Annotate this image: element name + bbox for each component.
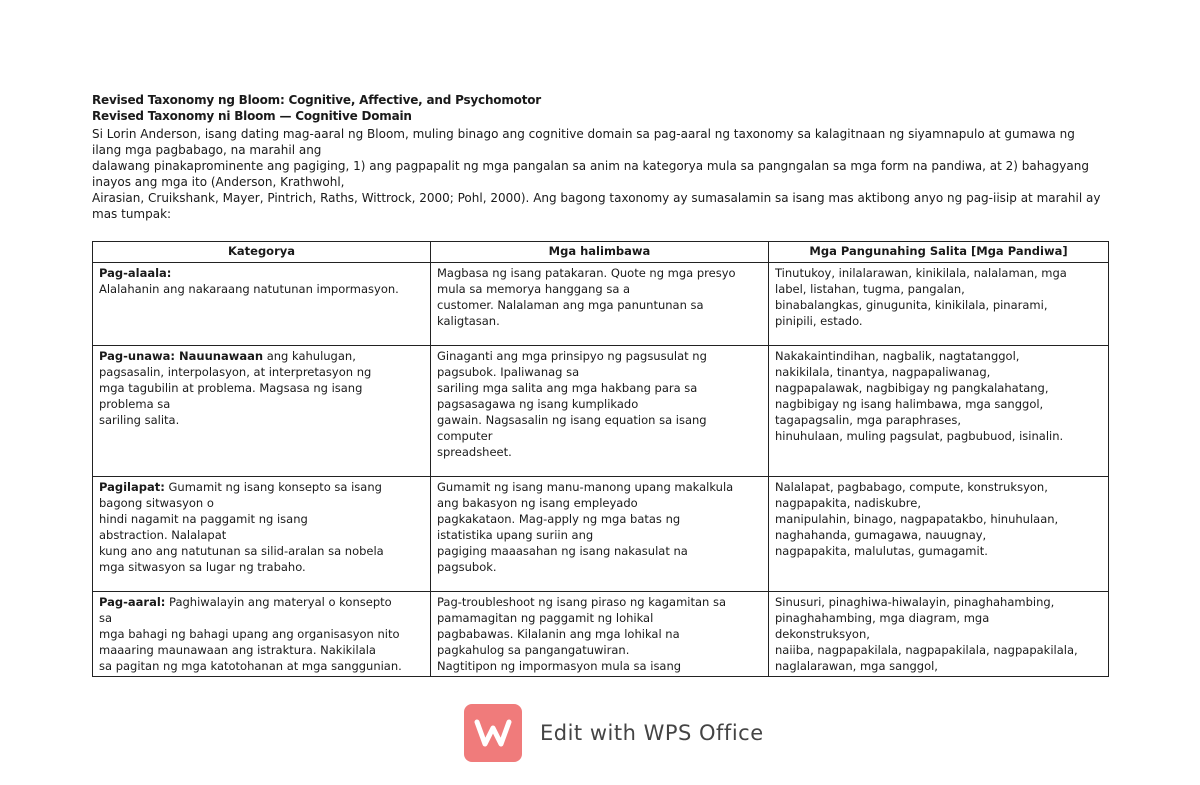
cell-line: nagpapakita, malulutas, gumagamit.	[775, 544, 988, 558]
category-text: Gumamit ng isang konsepto sa isang	[168, 480, 382, 494]
cell-halimbawa	[431, 477, 769, 592]
header-pandiwa: Mga Pangunahing Salita [Mga Pandiwa]	[769, 242, 1109, 263]
cell-line: bagong sitwasyon o	[99, 496, 214, 510]
cell-halimbawa	[431, 263, 769, 346]
wps-watermark-text: Edit with WPS Office	[540, 721, 764, 745]
table-row	[93, 346, 1109, 477]
cell-line: Nalalapat, pagbabago, compute, konstruksyon,	[775, 480, 1048, 494]
table-row	[93, 477, 1109, 592]
cell-line: sariling salita.	[99, 413, 180, 427]
cell-kategorya	[93, 592, 431, 677]
cell-line: Nakakaintindihan, nagbalik, nagtatanggol,	[775, 349, 1020, 363]
table-row	[93, 592, 1109, 677]
cell-line: sa	[99, 611, 113, 625]
cell-line: Nagtitipon ng impormasyon mula sa isang	[437, 659, 682, 673]
cell-line	[99, 265, 424, 281]
cell-line: hindi nagamit na paggamit ng isang	[99, 512, 308, 526]
cell-line: naglalarawan, mga sanggol,	[775, 659, 938, 673]
cell-line: mga sitwasyon sa lugar ng trabaho.	[99, 560, 306, 574]
cell-line: gawain. Nagsasalin ng isang equation sa isang	[437, 413, 707, 427]
cell-line: naiiba, nagpapakilala, nagpapakilala, nagpapakilala,	[775, 643, 1078, 657]
cell-pandiwa	[769, 263, 1109, 346]
cell-line: dekonstruksyon,	[775, 627, 870, 641]
wps-logo-icon	[464, 704, 522, 762]
cell-line: mga tagubilin at problema. Magsasa ng isang	[99, 381, 363, 395]
cell-line: Sinusuri, pinaghiwa-hiwalayin, pinaghahambing,	[775, 595, 1055, 609]
cell-line: sariling mga salita ang mga hakbang para sa	[437, 381, 698, 395]
cell-line: maaaring maunawaan ang istraktura. Nakikilala	[99, 643, 376, 657]
cell-line: istatistika upang suriin ang	[437, 528, 594, 542]
cell-line: nagpapakita, nadiskubre,	[775, 496, 921, 510]
cell-line: tagapagsalin, mga paraphrases,	[775, 413, 961, 427]
cell-line: nagbibigay ng isang halimbawa, mga sanggol,	[775, 397, 1044, 411]
cell-line: pagsubok.	[437, 560, 497, 574]
cell-line: pagbabawas. Kilalanin ang mga lohikal na	[437, 627, 680, 641]
cell-pandiwa	[769, 346, 1109, 477]
cell-kategorya	[93, 263, 431, 346]
cell-line: Gumamit ng isang manu-manong upang makalkula	[437, 480, 734, 494]
header-kategorya: Kategorya	[93, 242, 431, 263]
cell-line	[99, 348, 424, 364]
document-page	[92, 92, 1108, 222]
cell-line: pinaghahambing, mga diagram, mga	[775, 611, 990, 625]
cell-line: pagkahulog sa pangangatuwiran.	[437, 643, 630, 657]
cell-line: pagkakataon. Mag-apply ng mga batas ng	[437, 512, 681, 526]
cell-line: nagpapalawak, nagbibigay ng pangkalahatang,	[775, 381, 1049, 395]
category-name: Pag-aaral:	[99, 595, 166, 609]
cell-line: hinuhulaan, muling pagsulat, pagbubuod, isinalin.	[775, 429, 1064, 443]
header-halimbawa: Mga halimbawa	[431, 242, 769, 263]
cell-line: problema sa	[99, 397, 171, 411]
table-row	[93, 263, 1109, 346]
category-text: Alalahanin ang nakaraang natutunan impormasyon.	[99, 282, 399, 296]
cell-line	[99, 479, 424, 495]
cell-line: pagsasalin, interpolasyon, at interpretasyon ng	[99, 365, 372, 379]
document-title: Revised Taxonomy ng Bloom: Cognitive, Affective, and Psychomotor	[92, 93, 541, 107]
cell-line: Pag-troubleshoot ng isang piraso ng kagamitan sa	[437, 595, 727, 609]
cell-line: computer	[437, 429, 493, 443]
cell-line: ang bakasyon ng isang empleyado	[437, 496, 638, 510]
cell-line: pagsubok. Ipaliwanag sa	[437, 365, 580, 379]
cell-halimbawa	[431, 346, 769, 477]
cell-line: spreadsheet.	[437, 445, 512, 459]
cell-line	[99, 281, 424, 297]
cell-halimbawa	[431, 592, 769, 677]
cell-line	[99, 594, 424, 610]
cell-line: Ginaganti ang mga prinsipyo ng pagsusulat ng	[437, 349, 707, 363]
intro-line: dalawang pinakaprominente ang pagiging, 1) ang pagpapalit ng mga pangalan sa anim na kategorya mula sa pangngalan sa mga form na pandiwa, at 2) bahagyang inayos ang mga ito (Anderson, Krathwohl,	[92, 159, 1089, 189]
cell-line: nakikilala, tinantya, nagpapaliwanag,	[775, 365, 991, 379]
intro-paragraph	[92, 126, 1102, 222]
cell-line: naghahanda, gumagawa, nauugnay,	[775, 528, 987, 542]
cell-line: label, listahan, tugma, pangalan,	[775, 282, 965, 296]
cell-line: pagiging maaasahan ng isang nakasulat na	[437, 544, 688, 558]
intro-line: Si Lorin Anderson, isang dating mag-aaral ng Bloom, muling binago ang cognitive domain sa pag-aaral ng taxonomy sa kalagitnaan ng siyamnapulo at gumawa ng ilang mga pagbabago, na marahil ang	[92, 127, 1075, 157]
cell-kategorya	[93, 346, 431, 477]
cell-line: mga bahagi ng bahagi upang ang organisasyon nito	[99, 627, 400, 641]
cell-line: manipulahin, binago, nagpapatakbo, hinuhulaan,	[775, 512, 1059, 526]
category-name: Pag-unawa: Nauunawaan	[99, 349, 264, 363]
cell-line: kaligtasan.	[437, 314, 500, 328]
cell-pandiwa	[769, 592, 1109, 677]
cell-line: kung ano ang natutunan sa silid-aralan sa nobela	[99, 544, 384, 558]
cell-pandiwa	[769, 477, 1109, 592]
document-subtitle: Revised Taxonomy ni Bloom — Cognitive Domain	[92, 109, 412, 123]
cell-line: pinipili, estado.	[775, 314, 863, 328]
cell-line: Tinutukoy, inilalarawan, kinikilala, nalalaman, mga	[775, 266, 1067, 280]
category-name: Pagilapat:	[99, 480, 165, 494]
cell-line: mula sa memorya hanggang sa a	[437, 282, 631, 296]
cell-line: pagsasagawa ng isang kumplikado	[437, 397, 639, 411]
cell-line: binabalangkas, ginugunita, kinikilala, pinarami,	[775, 298, 1048, 312]
cell-line: sa pagitan ng mga katotohanan at mga sanggunian.	[99, 659, 402, 673]
category-text: Paghiwalayin ang materyal o konsepto	[169, 595, 392, 609]
cell-line: pamamagitan ng paggamit ng lohikal	[437, 611, 654, 625]
cell-line: Magbasa ng isang patakaran. Quote ng mga presyo	[437, 266, 736, 280]
cell-line: customer. Nalalaman ang mga panuntunan sa	[437, 298, 704, 312]
cell-kategorya	[93, 477, 431, 592]
category-text: ang kahulugan,	[266, 349, 356, 363]
intro-line: Airasian, Cruikshank, Mayer, Pintrich, Raths, Wittrock, 2000; Pohl, 2000). Ang bagong taxonomy ay sumasalamin sa isang mas aktibong anyo ng pag-iisip at marahil ay mas tumpak:	[92, 191, 1101, 221]
table-header-row	[93, 242, 1109, 263]
taxonomy-table	[92, 241, 1109, 677]
cell-line: abstraction. Nalalapat	[99, 528, 227, 542]
category-name: Pag-alaala:	[99, 266, 172, 280]
wps-watermark	[464, 704, 764, 762]
